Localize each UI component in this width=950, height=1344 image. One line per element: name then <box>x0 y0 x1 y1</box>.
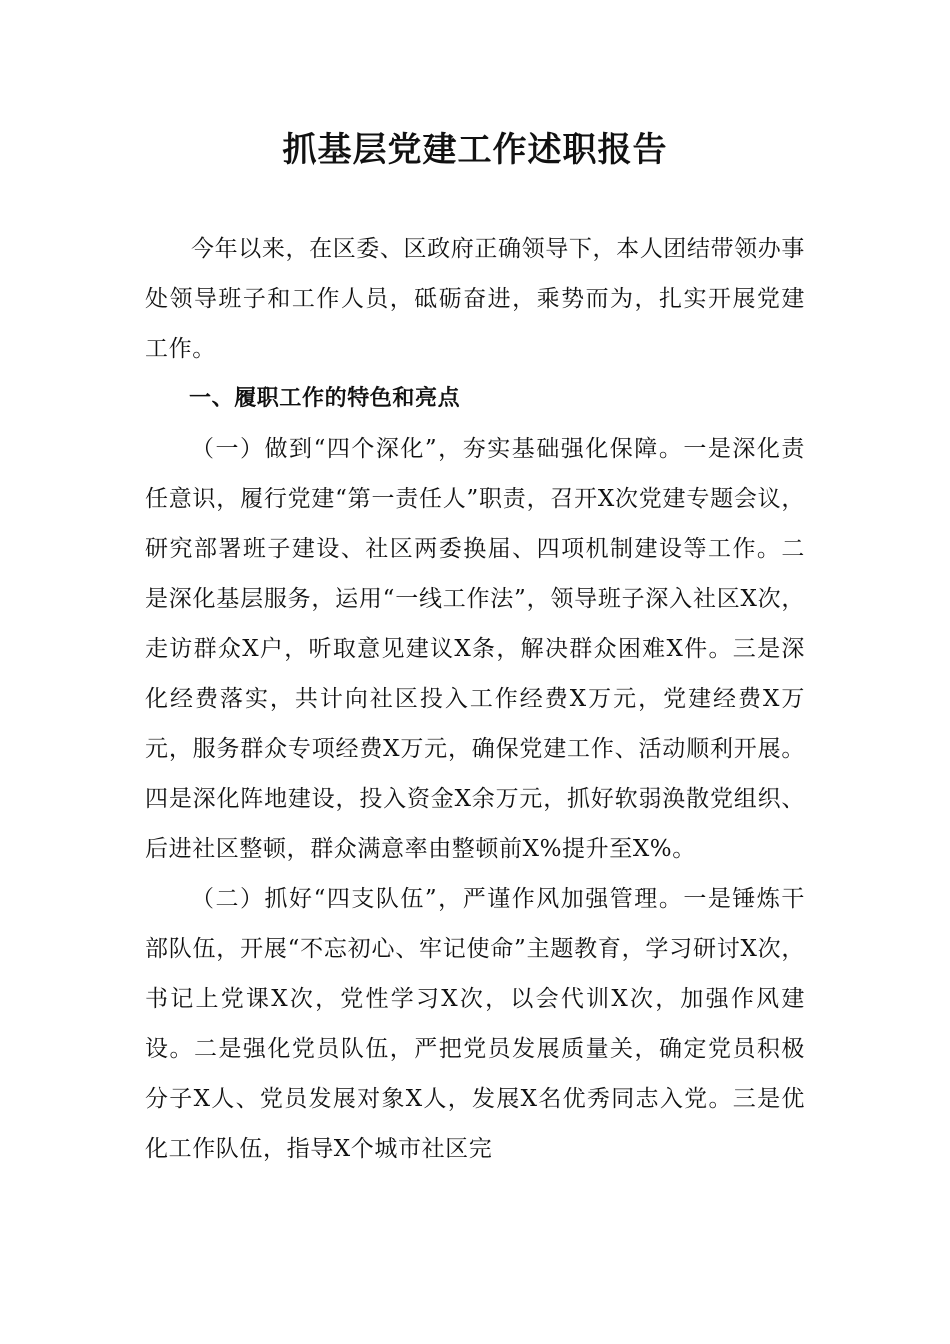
section-heading: 一、履职工作的特色和亮点 <box>189 386 461 411</box>
intro-paragraph: 今年以来，在区委、区政府正确领导下，本人团结带领办事处领导班子和工作人员，砥砺奋进，乘势而为，扎实开展党建工作。 <box>145 236 805 362</box>
document-title: 抓基层党建工作述职报告 <box>282 130 668 170</box>
subsection-2-paragraph: （二）抓好“四支队伍”，严谨作风加强管理。一是锤炼干部队伍，开展“不忘初心、牢记使命”主题教育，学习研讨X次，书记上党课X次，党性学习X次，以会代训X次，加强作风建设。二是强化党员队伍，严把党员发展质量关，确定党员积极分子X人、党员发展对象X人，发展X名优秀同志入党。三是优化工作队伍，指导X个城市社区完 <box>145 886 805 1162</box>
document-body <box>145 224 805 1174</box>
subsection-1-paragraph: （一）做到“四个深化”，夯实基础强化保障。一是深化责任意识，履行党建“第一责任人”职责，召开X次党建专题会议，研究部署班子建设、社区两委换届、四项机制建设等工作。二是深化基层服务，运用“一线工作法”，领导班子深入社区X次，走访群众X户，听取意见建议X条，解决群众困难X件。三是深化经费落实，共计向社区投入工作经费X万元，党建经费X万元，服务群众专项经费X万元，确保党建工作、活动顺利开展。四是深化阵地建设，投入资金X余万元，抓好软弱涣散党组织、后进社区整顿，群众满意率由整顿前X%提升至X%。 <box>145 436 805 862</box>
